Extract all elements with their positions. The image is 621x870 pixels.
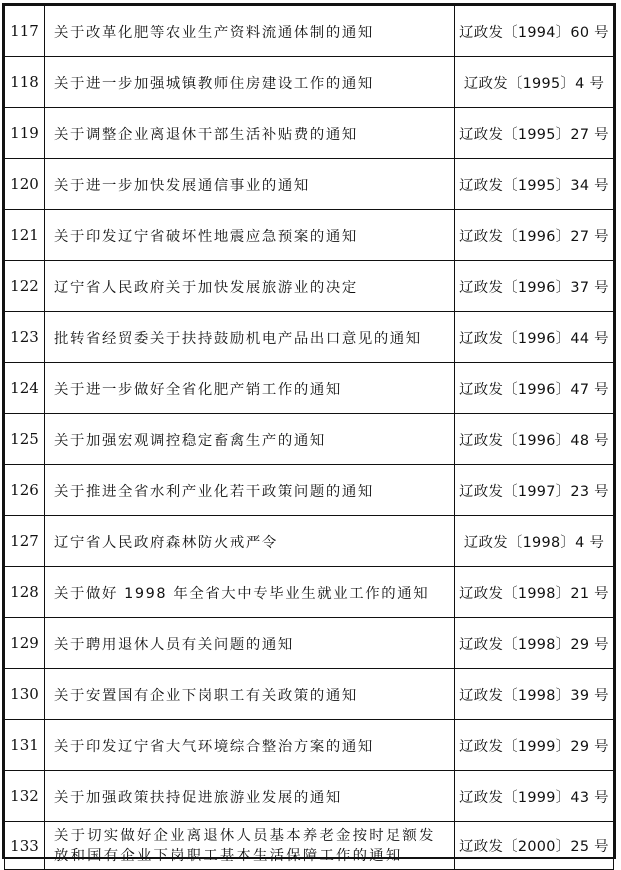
document-code: 辽政发〔1998〕29 号 bbox=[455, 618, 614, 669]
document-list-table bbox=[4, 5, 614, 870]
document-title: 关于改革化肥等农业生产资料流通体制的通知 bbox=[45, 6, 455, 57]
document-code: 辽政发〔1996〕37 号 bbox=[455, 261, 614, 312]
table-row bbox=[5, 414, 614, 465]
table-row bbox=[5, 57, 614, 108]
table-row bbox=[5, 261, 614, 312]
table-row bbox=[5, 822, 614, 870]
document-title-line-2: 放和国有企业下岗职工基本生活保障工作的通知 bbox=[54, 847, 403, 864]
row-number: 118 bbox=[5, 57, 45, 108]
document-title: 关于进一步做好全省化肥产销工作的通知 bbox=[45, 363, 455, 414]
document-code: 辽政发〔1996〕44 号 bbox=[455, 312, 614, 363]
row-number: 133 bbox=[5, 822, 45, 870]
document-title-line-1: 关于切实做好企业离退休人员基本养老金按时足额发 bbox=[54, 827, 436, 844]
document-title bbox=[45, 822, 455, 870]
document-code: 辽政发〔1998〕39 号 bbox=[455, 669, 614, 720]
document-code: 辽政发〔1999〕29 号 bbox=[455, 720, 614, 771]
document-code: 辽政发〔2000〕25 号 bbox=[455, 822, 614, 870]
document-code: 辽政发〔1995〕27 号 bbox=[455, 108, 614, 159]
document-title: 关于聘用退休人员有关问题的通知 bbox=[45, 618, 455, 669]
table-row bbox=[5, 210, 614, 261]
document-title: 关于印发辽宁省大气环境综合整治方案的通知 bbox=[45, 720, 455, 771]
table-row bbox=[5, 669, 614, 720]
row-number: 126 bbox=[5, 465, 45, 516]
table-row bbox=[5, 720, 614, 771]
table-row bbox=[5, 159, 614, 210]
table-row bbox=[5, 363, 614, 414]
document-code: 辽政发〔1995〕4 号 bbox=[455, 57, 614, 108]
document-code: 辽政发〔1997〕23 号 bbox=[455, 465, 614, 516]
document-title: 关于进一步加快发展通信事业的通知 bbox=[45, 159, 455, 210]
row-number: 123 bbox=[5, 312, 45, 363]
row-number: 128 bbox=[5, 567, 45, 618]
document-code: 辽政发〔1998〕4 号 bbox=[455, 516, 614, 567]
document-title: 关于加强宏观调控稳定畜禽生产的通知 bbox=[45, 414, 455, 465]
document-title: 关于印发辽宁省破坏性地震应急预案的通知 bbox=[45, 210, 455, 261]
document-title: 批转省经贸委关于扶持鼓励机电产品出口意见的通知 bbox=[45, 312, 455, 363]
row-number: 132 bbox=[5, 771, 45, 822]
row-number: 129 bbox=[5, 618, 45, 669]
document-title: 关于加强政策扶持促进旅游业发展的通知 bbox=[45, 771, 455, 822]
row-number: 127 bbox=[5, 516, 45, 567]
table-row bbox=[5, 567, 614, 618]
table-row bbox=[5, 108, 614, 159]
document-code: 辽政发〔1998〕21 号 bbox=[455, 567, 614, 618]
document-code: 辽政发〔1994〕60 号 bbox=[455, 6, 614, 57]
document-code: 辽政发〔1996〕47 号 bbox=[455, 363, 614, 414]
row-number: 130 bbox=[5, 669, 45, 720]
row-number: 119 bbox=[5, 108, 45, 159]
document-title: 关于做好 1998 年全省大中专毕业生就业工作的通知 bbox=[45, 567, 455, 618]
document-title: 关于安置国有企业下岗职工有关政策的通知 bbox=[45, 669, 455, 720]
table-row bbox=[5, 312, 614, 363]
row-number: 121 bbox=[5, 210, 45, 261]
document-page bbox=[2, 3, 616, 864]
table-row bbox=[5, 465, 614, 516]
document-title: 关于调整企业离退休干部生活补贴费的通知 bbox=[45, 108, 455, 159]
row-number: 117 bbox=[5, 6, 45, 57]
document-code: 辽政发〔1996〕48 号 bbox=[455, 414, 614, 465]
table-row bbox=[5, 771, 614, 822]
table-row bbox=[5, 6, 614, 57]
document-title: 辽宁省人民政府森林防火戒严令 bbox=[45, 516, 455, 567]
row-number: 131 bbox=[5, 720, 45, 771]
row-number: 120 bbox=[5, 159, 45, 210]
document-title: 辽宁省人民政府关于加快发展旅游业的决定 bbox=[45, 261, 455, 312]
row-number: 122 bbox=[5, 261, 45, 312]
document-code: 辽政发〔1995〕34 号 bbox=[455, 159, 614, 210]
row-number: 124 bbox=[5, 363, 45, 414]
document-code: 辽政发〔1996〕27 号 bbox=[455, 210, 614, 261]
row-number: 125 bbox=[5, 414, 45, 465]
table-row bbox=[5, 618, 614, 669]
table-row bbox=[5, 516, 614, 567]
document-code: 辽政发〔1999〕43 号 bbox=[455, 771, 614, 822]
document-title: 关于进一步加强城镇教师住房建设工作的通知 bbox=[45, 57, 455, 108]
document-title: 关于推进全省水利产业化若干政策问题的通知 bbox=[45, 465, 455, 516]
